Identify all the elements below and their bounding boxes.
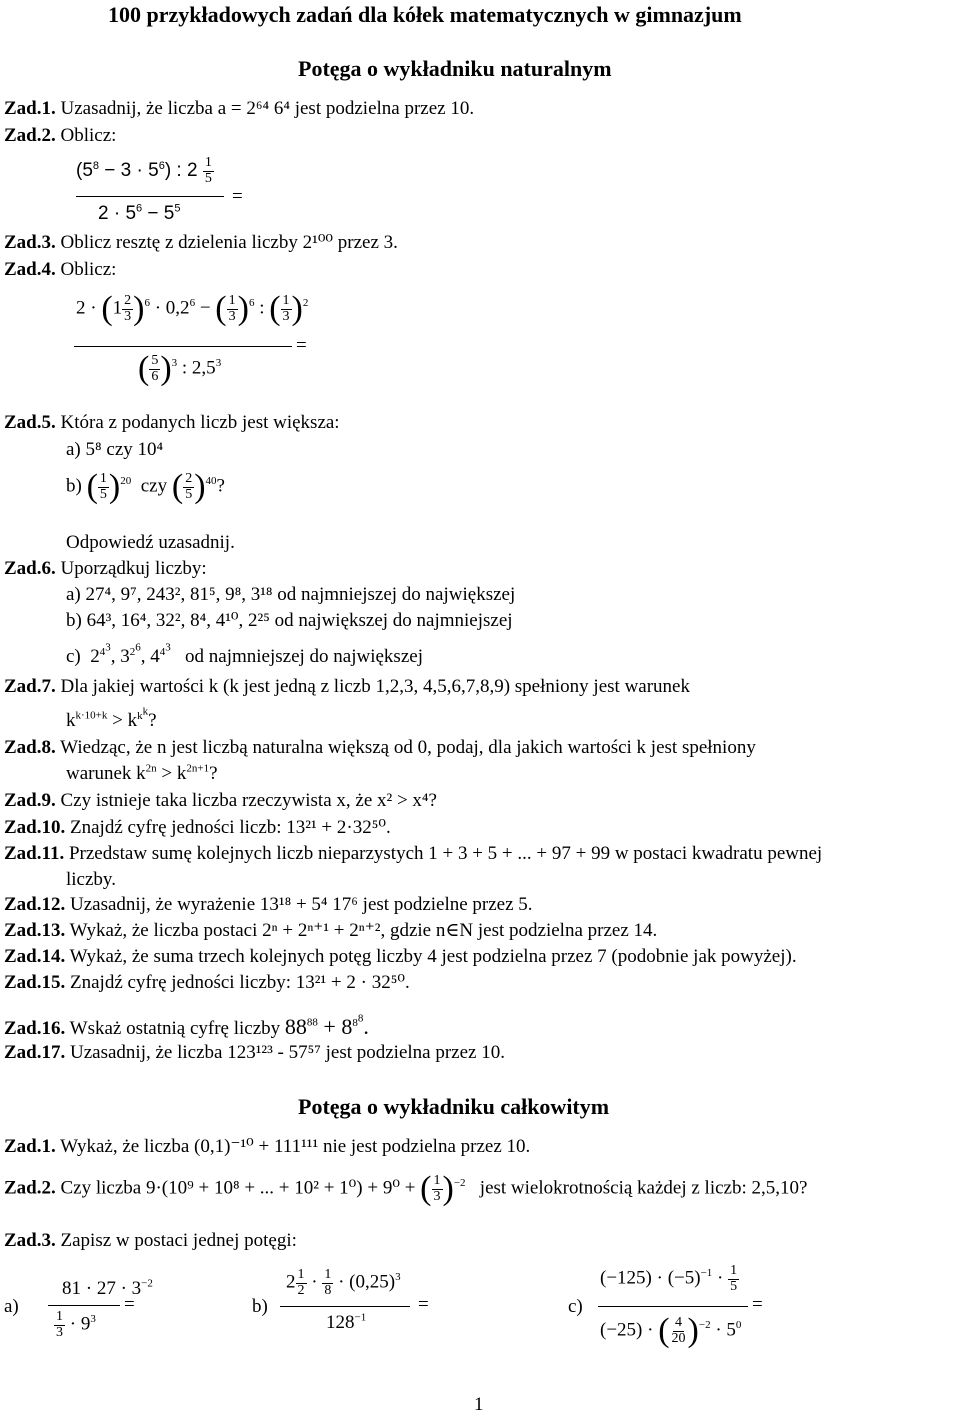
task-label: Zad.1. — [4, 1136, 56, 1157]
task-label: Zad.7. — [4, 676, 56, 697]
task-5-a: a) 5⁸ czy 10⁴ — [66, 439, 164, 460]
task-s2-2: Zad.2. Czy liczba 9·(10⁹ + 10⁸ + ... + 10² + 1⁰) + 9⁰ + ( $\frac{1}{3}$ )$^{-2}$ jest wielokrotnością każdej z liczb: 2,5,10? — [4, 1170, 808, 1207]
fraction-bar — [48, 1305, 120, 1306]
task-text: Wykaż, że liczba (0,1)⁻¹⁰ + 111¹¹¹ nie jest podzielna przez 10. — [60, 1136, 531, 1157]
page-number: 1 — [474, 1394, 484, 1415]
task-1 — [4, 98, 474, 121]
task-text: Dla jakiej wartości k (k jest jedną z liczb 1,2,3, 4,5,6,7,8,9) spełniony jest warunek — [60, 676, 690, 697]
task-text: Wykaż, że suma trzech kolejnych potęg liczby 4 jest podzielna przez 7 (podobnie jak powyżej). — [69, 946, 797, 967]
task-text: Przedstaw sumę kolejnych liczb nieparzystych 1 + 3 + 5 + ... + 97 + 99 w postaci kwadratu pewnej — [68, 843, 823, 864]
task-text: jest wielokrotnością każdej z liczb: 2,5,10? — [479, 1177, 808, 1199]
fraction-bar — [74, 346, 292, 347]
task-text: Wskaż ostatnią cyfrę liczby — [69, 1018, 281, 1039]
part-b-numerator: 2 $\frac{1}{2}$ · $\frac{1}{8}$ · $(0,25)^3$ — [286, 1267, 401, 1298]
task-11-cont: liczby. — [66, 869, 116, 890]
document-header: 100 przykładowych zadań dla kółek matematycznych w gimnazjum — [108, 2, 742, 27]
task-text: Wykaż, że liczba postaci 2ⁿ + 2ⁿ⁺¹ + 2ⁿ⁺², gdzie n∈N jest podzielna przez 14. — [69, 920, 658, 941]
task-text: Oblicz: — [60, 125, 117, 146]
part-label: b) — [66, 475, 82, 497]
equals-sign: = — [296, 335, 307, 356]
task-17 — [4, 1042, 505, 1065]
task-text: Zapisz w postaci jednej potęgi: — [60, 1230, 297, 1251]
fraction-bar — [280, 1306, 410, 1307]
equals-sign: = — [124, 1294, 135, 1315]
part-a-denominator: $\frac{1}{3}$ · $9^3$ — [56, 1309, 96, 1340]
task-5 — [4, 412, 340, 435]
task-label: Zad.11. — [4, 843, 65, 864]
task-11 — [4, 843, 822, 866]
task-14 — [4, 946, 797, 969]
task-2-numerator: $(5^8 - 3 \cdot 5^6)$ : 2 $\frac{1}{5}$ — [76, 155, 212, 186]
task-label: Zad.1. — [4, 98, 56, 119]
task-8 — [4, 737, 756, 760]
task-text: Uzasadnij, że liczba 123¹²³ - 57⁵⁷ jest podzielna przez 10. — [70, 1042, 505, 1063]
task-text: Która z podanych liczb jest większa: — [60, 412, 340, 433]
task-5-note: Odpowiedź uzasadnij. — [66, 532, 235, 553]
task-label: Zad.15. — [4, 972, 66, 993]
task-text: Oblicz: — [60, 259, 117, 280]
task-label: Zad.2. — [4, 125, 56, 146]
task-15 — [4, 972, 410, 995]
task-label: Zad.10. — [4, 817, 66, 838]
task-text: warunek — [66, 763, 132, 784]
part-b-label: b) — [252, 1296, 268, 1317]
task-13 — [4, 920, 657, 943]
equals-sign: = — [752, 1294, 763, 1315]
task-label: Zad.12. — [4, 894, 66, 915]
task-text: Znajdź cyfrę jedności liczby: 13²¹ + 2 · 32⁵⁰. — [70, 972, 410, 993]
task-2 — [4, 125, 116, 148]
task-text: Czy istnieje taka liczba rzeczywista x, że x² > x⁴? — [60, 790, 437, 811]
task-label: Zad.9. — [4, 790, 56, 811]
word-czy: czy — [140, 475, 168, 497]
task-label: Zad.4. — [4, 259, 56, 280]
task-text: Uporządkuj liczby: — [60, 558, 207, 579]
task-s2-1 — [4, 1136, 530, 1159]
fraction-bar — [76, 196, 224, 197]
task-text: Wiedząc, że n jest liczbą naturalna większą od 0, podaj, dla jakich wartości k jest spełniony — [60, 737, 756, 758]
task-text: Znajdź cyfrę jedności liczb: 13²¹ + 2·32⁵⁰. — [70, 817, 391, 838]
task-9 — [4, 790, 437, 813]
task-label: Zad.13. — [4, 920, 66, 941]
equals-sign: = — [418, 1294, 429, 1315]
task-10 — [4, 817, 391, 840]
task-text: Uzasadnij, że wyrażenie 13¹⁸ + 5⁴ 17⁶ jest podzielne przez 5. — [70, 894, 533, 915]
fraction-bar — [598, 1306, 748, 1307]
task-8-condition: warunek $k^{2n} > k^{2n+1}$? — [66, 762, 218, 784]
task-3 — [4, 232, 398, 255]
task-6-b: b) 64³, 16⁴, 32², 8⁴, 4¹⁰, 2²⁵ od największej do najmniejszej — [66, 610, 513, 631]
part-c-numerator: $(-125) \cdot (-5)^{-1}$ · $\frac{1}{5}$ — [600, 1263, 738, 1294]
part-a-label: a) — [4, 1296, 19, 1317]
part-text: od najmniejszej do największej — [185, 646, 423, 667]
part-label: c) — [66, 646, 81, 667]
task-label: Zad.14. — [4, 946, 66, 967]
task-16: Zad.16. Wskaż ostatnią cyfrę liczby $88^{88} + 8^{8^8}$. — [4, 1012, 369, 1039]
task-6 — [4, 558, 207, 581]
question-mark: ? — [216, 475, 225, 497]
equals-sign: = — [232, 186, 243, 207]
part-a-numerator: $81 \cdot 27 \cdot 3^{-2}$ — [62, 1277, 153, 1299]
task-label: Zad.6. — [4, 558, 56, 579]
section-title-integer: Potęga o wykładniku całkowitym — [298, 1094, 610, 1119]
part-c-label: c) — [568, 1296, 583, 1317]
task-s2-3 — [4, 1230, 297, 1253]
task-label: Zad.2. — [4, 1177, 56, 1199]
task-text: Czy liczba 9·(10⁹ + 10⁸ + ... + 10² + 1⁰) + 9⁰ + — [60, 1177, 416, 1199]
task-7-condition: $k^{k\cdot 10+k} > k^{k^k}$? — [66, 705, 157, 731]
task-7 — [4, 676, 690, 699]
task-4 — [4, 259, 116, 282]
task-4-numerator: 2 · (1 $\frac{2}{3}$ )$^6 \cdot 0,2^6$ − ( $\frac{1}{3}$ )$^6$ : ( $\frac{1}{3}$ )$^2$ — [76, 290, 309, 327]
task-label: Zad.3. — [4, 232, 56, 253]
task-2-denominator: $2 \cdot 5^6 - 5^5$ — [98, 202, 181, 224]
task-6-c: c) $2^{4^3}$, $3^{2^6}$, $4^{4^3}$ od najmniejszej do największej — [66, 641, 423, 667]
task-12 — [4, 894, 533, 917]
task-label: Zad.5. — [4, 412, 56, 433]
task-text: Uzasadnij, że liczba a = 2⁶⁴ 6⁴ jest podzielna przez 10. — [60, 98, 475, 119]
task-label: Zad.3. — [4, 1230, 56, 1251]
task-4-denominator: ( $\frac{5}{6}$ )$^3$ : $2,5^3$ — [138, 350, 222, 387]
task-label: Zad.8. — [4, 737, 56, 758]
task-label: Zad.16. — [4, 1018, 66, 1039]
task-6-a: a) 27⁴, 9⁷, 243², 81⁵, 9⁸, 3¹⁸ od najmniejszej do największej — [66, 584, 516, 605]
part-c-denominator: (−25) · ( $\frac{4}{20}$ )$^{-2} \cdot 5^0$ — [600, 1312, 742, 1349]
part-b-denominator: $128^{-1}$ — [326, 1311, 367, 1333]
section-title-natural: Potęga o wykładniku naturalnym — [298, 56, 612, 81]
task-5-b: b) ( $\frac{1}{5}$ )$^{20}$ czy ( $\frac{2}{5}$ )$^{40}$? — [66, 468, 225, 505]
task-text: Oblicz resztę z dzielenia liczby 2¹⁰⁰ przez 3. — [60, 232, 398, 253]
task-label: Zad.17. — [4, 1042, 66, 1063]
